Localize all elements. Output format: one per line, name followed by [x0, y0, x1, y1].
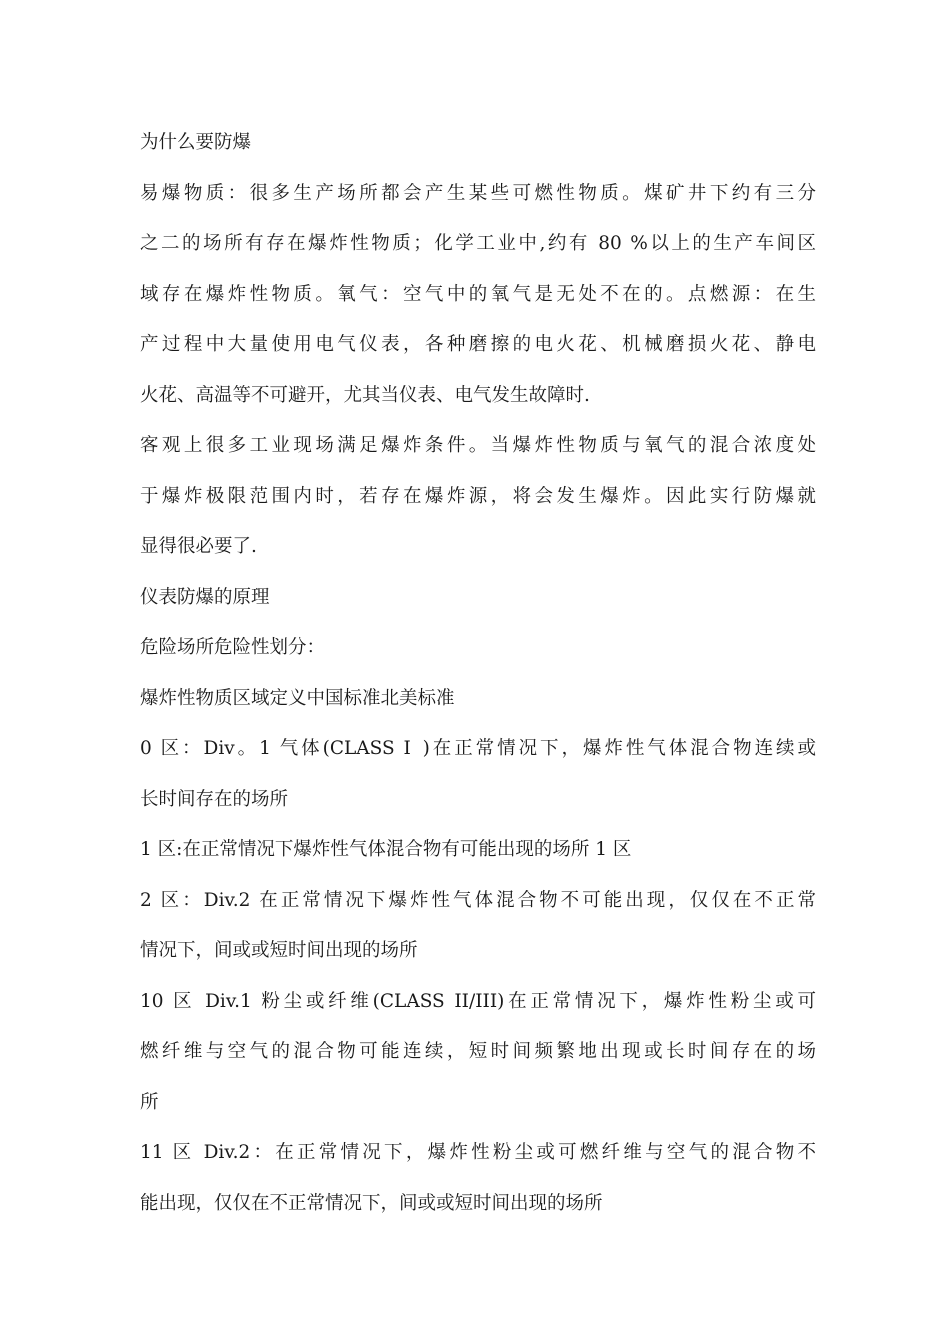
zone-10-line: 所 — [140, 1091, 159, 1113]
zone-1-line: 1 区:在正常情况下爆炸性气体混合物有可能出现的场所 1 区 — [140, 839, 632, 860]
zone-0-line: 0 区：Div。1 气体(CLASS Ⅰ )在正常情况下，爆炸性气体混合物连续或 — [140, 738, 816, 759]
heading-hazard-classification: 危险场所危险性划分： — [140, 637, 326, 658]
zone-11-line: 11 区 Div.2：在正常情况下，爆炸性粉尘或可燃纤维与空气的混合物不 — [140, 1142, 816, 1163]
zone-0-line: 长时间存在的场所 — [140, 788, 289, 810]
paragraph-line: 之二的场所有存在爆炸性物质；化学工业中,约有 80 %以上的生产车间区 — [140, 233, 816, 254]
heading-instrument-principle: 仪表防爆的原理 — [140, 586, 270, 608]
paragraph-line: 域存在爆炸性物质。氧气：空气中的氧气是无处不在的。点燃源：在生 — [140, 283, 816, 305]
paragraph-line: 显得很必要了. — [140, 536, 257, 557]
paragraph-line: 于爆炸极限范围内时，若存在爆炸源，将会发生爆炸。因此实行防爆就 — [140, 485, 816, 507]
zone-10-line: 燃纤维与空气的混合物可能连续，短时间频繁地出现或长时间存在的场 — [140, 1041, 816, 1062]
paragraph-line: 火花、高温等不可避开，尤其当仪表、电气发生故障时. — [140, 384, 590, 406]
paragraph-line: 客观上很多工业现场满足爆炸条件。当爆炸性物质与氧气的混合浓度处 — [140, 435, 816, 456]
paragraph-line: 产过程中大量使用电气仪表，各种磨擦的电火花、机械磨损火花、静电 — [140, 334, 816, 355]
document-page — [140, 118, 816, 1229]
zone-2-line: 2 区：Div.2 在正常情况下爆炸性气体混合物不可能出现，仅仅在不正常 — [140, 889, 816, 911]
table-header-line: 爆炸性物质区域定义中国标准北美标准 — [140, 687, 455, 709]
zone-2-line: 情况下，间或或短时间出现的场所 — [140, 940, 418, 961]
heading-why-explosion-proof: 为什么要防爆 — [140, 132, 252, 153]
paragraph-line: 易爆物质：很多生产场所都会产生某些可燃性物质。煤矿井下约有三分 — [140, 182, 816, 204]
zone-11-line: 能出现，仅仅在不正常情况下，间或或短时间出现的场所 — [140, 1192, 603, 1214]
zone-10-line: 10 区 Div.1 粉尘或纤维(CLASS II/III)在正常情况下，爆炸性粉尘或可 — [140, 990, 816, 1012]
